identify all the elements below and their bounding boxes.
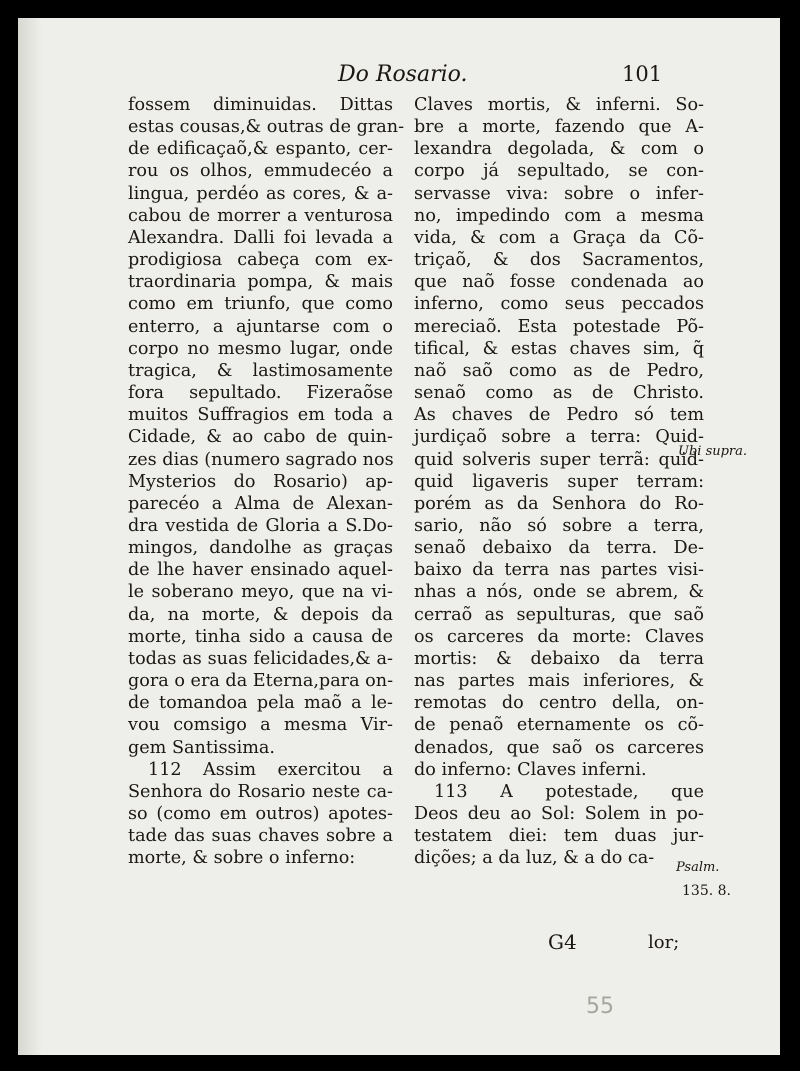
text-line: cerraõ as sepulturas, que saõ <box>414 604 704 625</box>
text-line: servasse viva: sobre o infer- <box>414 183 704 204</box>
text-line: morte, & sobre o inferno: <box>128 848 356 869</box>
text-line: senaõ debaixo da terra. De- <box>414 538 704 559</box>
text-line: morte, tinha sido a causa de <box>128 626 393 647</box>
binding-edge <box>18 18 42 1055</box>
text-line: dra vestida de Gloria a S.Do- <box>128 515 393 536</box>
catchword: lor; <box>648 932 680 953</box>
text-line: do inferno: Claves inferni. <box>414 759 647 780</box>
text-line: 113 A potestade, que <box>434 781 704 802</box>
signature-mark: G4 <box>548 930 577 954</box>
text-line: muitos Suffragios em toda a <box>128 405 393 426</box>
text-line: so (como em outros) apotes- <box>128 804 393 824</box>
text-line: 112 Assim exercitou a <box>148 759 393 780</box>
text-line: vida, & com a Graça da Cõ- <box>414 227 704 248</box>
pencil-annotation: 55 <box>586 994 614 1019</box>
text-line: nas partes mais inferiores, & <box>414 671 704 692</box>
text-line: nhas a nós, onde se abrem, & <box>414 582 704 603</box>
text-line: dições; a da luz, & a do ca- <box>414 848 655 869</box>
text-line: lexandra degolada, & com o <box>414 139 704 160</box>
text-line: inferno, como seus peccados <box>414 294 704 315</box>
text-line: de tomandoa pela maõ a le- <box>128 693 393 714</box>
text-line: mingos, dandolhe as graças <box>128 538 393 559</box>
text-line: todas as suas felicidades,& a- <box>128 648 393 669</box>
text-line: mereciaõ. Esta potestade Põ- <box>414 316 704 337</box>
text-line: corpo no mesmo lugar, onde <box>128 338 393 359</box>
text-line: Senhora do Rosario neste ca- <box>128 781 393 802</box>
text-line: quid ligaveris super terram: <box>414 471 704 492</box>
text-line: senaõ como as de Christo. <box>414 383 704 404</box>
text-line: zes dias (numero sagrado nos <box>128 449 394 470</box>
margin-note-ubi-supra: Ubi supra. <box>678 444 748 459</box>
text-line: baixo da terra nas partes visi- <box>414 560 704 581</box>
text-line: de edificaçaõ,& espanto, cer- <box>128 139 393 160</box>
text-line: Cidade, & ao cabo de quin- <box>128 427 393 448</box>
text-line: fora sepultado. Fizeraõse <box>128 383 393 404</box>
text-line: bre a morte, fazendo que A- <box>414 117 704 138</box>
text-line: Deos deu ao Sol: Solem in po- <box>414 804 704 824</box>
text-line: tade das suas chaves sobre a <box>128 826 393 847</box>
text-line: Mysterios do Rosario) ap- <box>128 471 393 492</box>
text-line: que naõ fosse condenada ao <box>414 272 704 293</box>
text-line: testatem diei: tem duas jur- <box>414 826 704 847</box>
text-line: de lhe haver ensinado aquel- <box>128 560 393 581</box>
text-line: como em triunfo, que como <box>128 294 393 315</box>
margin-note-psalm: Psalm. <box>676 860 720 875</box>
running-title: Do Rosario. <box>338 62 468 87</box>
text-line: porém as da Senhora do Ro- <box>414 493 704 514</box>
text-line: no, impedindo com a mesma <box>414 205 704 226</box>
text-line: naõ saõ como as de Pedro, <box>414 360 704 381</box>
text-line: de penaõ eternamente os cõ- <box>414 715 704 736</box>
text-line: le soberano meyo, que na vi- <box>128 582 393 603</box>
running-header <box>18 62 780 92</box>
page-number: 101 <box>622 62 663 86</box>
text-line: As chaves de Pedro só tem <box>414 405 704 426</box>
text-line: remotas do centro della, on- <box>414 693 704 714</box>
text-line: fossem diminuidas. Dittas <box>128 95 393 115</box>
text-line: cabou de morrer a venturosa <box>128 205 393 226</box>
text-line: sario, não só sobre a terra, <box>414 515 704 536</box>
text-line: gora o era da Eterna,para on- <box>128 671 394 692</box>
text-line: da, na morte, & depois da <box>128 604 393 625</box>
text-line: enterro, a ajuntarse com o <box>128 316 393 337</box>
book-page <box>18 18 780 1055</box>
text-line: parecéo a Alma de Alexan- <box>128 493 393 514</box>
text-line: gem Santissima. <box>128 737 275 758</box>
text-line: mortis: & debaixo da terra <box>414 648 704 669</box>
text-line: corpo já sepultado, se con- <box>414 161 704 182</box>
text-line: tragica, & lastimosamente <box>128 360 393 381</box>
text-line: rou os olhos, emmudecéo a <box>128 161 393 182</box>
text-line: Alexandra. Dalli foi levada a <box>128 227 393 248</box>
right-text-column <box>414 94 704 869</box>
text-line: tifical, & estas chaves sim, q̃ <box>414 338 704 359</box>
text-line: vou comsigo a mesma Vir- <box>128 715 393 736</box>
text-line: triçaõ, & dos Sacramentos, <box>414 250 704 271</box>
text-line: denados, que saõ os carceres <box>414 737 704 758</box>
text-line: jurdiçaõ sobre a terra: Quid- <box>414 427 704 448</box>
text-line: quid solveris super terrã: quid- <box>414 449 704 470</box>
margin-note-psalm-reference: 135. 8. <box>682 883 731 899</box>
left-text-column <box>128 94 405 869</box>
text-line: lingua, perdéo as cores, & a- <box>128 183 393 204</box>
text-line: Claves mortis, & inferni. So- <box>414 95 704 115</box>
text-line: traordinaria pompa, & mais <box>128 272 393 293</box>
text-line: prodigiosa cabeça com ex- <box>128 250 393 271</box>
text-line: estas cousas,& outras de gran- <box>128 117 405 138</box>
text-line: os carceres da morte: Claves <box>414 626 704 647</box>
